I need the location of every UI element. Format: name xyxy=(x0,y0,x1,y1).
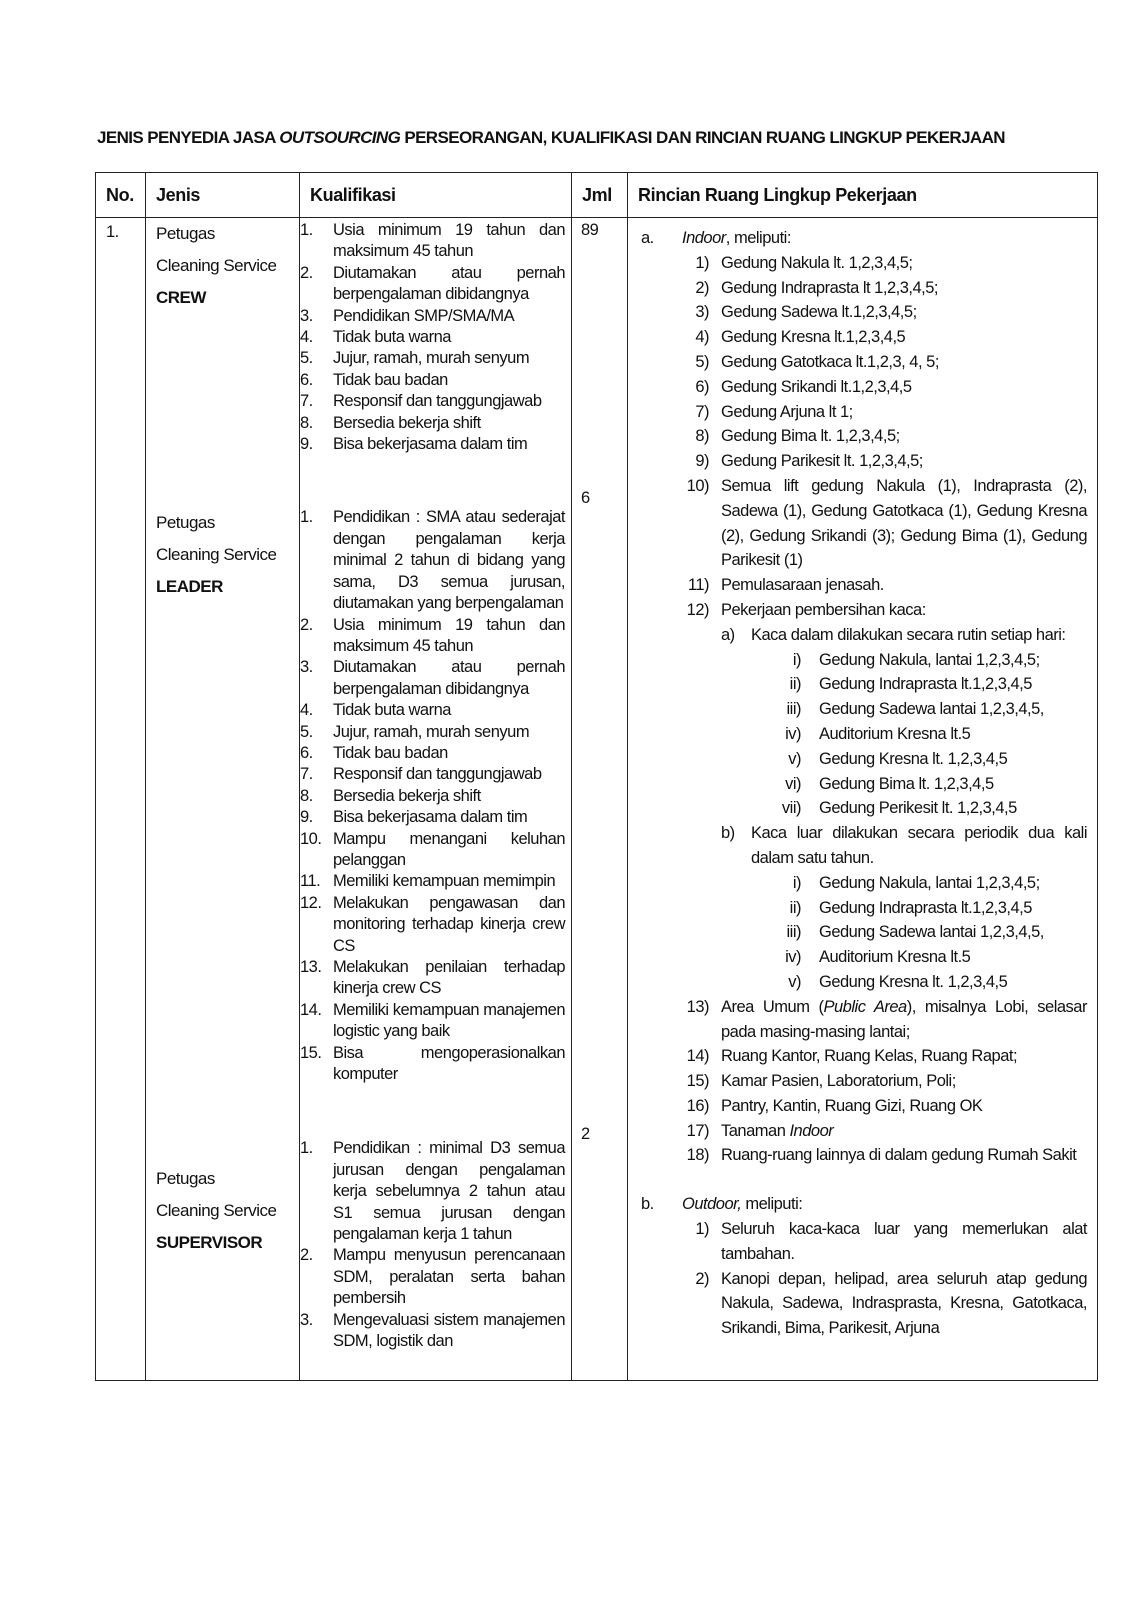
list-item-italic: Indoor xyxy=(789,1121,834,1140)
qualification-text: Mampu menyusun perencanaan SDM, peralatan serta bahan pembersih xyxy=(333,1246,565,1308)
list-item-text: Gedung Arjuna lt 1; xyxy=(721,402,853,421)
jenis-role: CREW xyxy=(156,288,206,307)
list-item xyxy=(641,1217,1087,1267)
section-b-label: meliputi: xyxy=(741,1195,803,1214)
qualification-number: 4. xyxy=(300,328,313,347)
list-item xyxy=(641,424,1087,449)
qualification-text: Bisa bekerjasama dalam tim xyxy=(333,435,528,454)
list-item-text: Gedung Sadewa lt.1,2,3,4,5; xyxy=(721,303,917,322)
roman-item-marker: iii) xyxy=(786,700,801,719)
list-item-text: Kanopi depan, helipad, area seluruh atap gedung Nakula, Sadewa, Indrasprasta, Kresna, Gatotkaca, Srikandi, Bima, Parikesit, Arjuna xyxy=(721,1269,1087,1338)
roman-item-marker: iv) xyxy=(785,724,801,743)
list-item xyxy=(641,1267,1087,1341)
qualification-number: 15. xyxy=(300,1043,322,1062)
list-item-number: 12) xyxy=(686,600,709,619)
qualification-number: 9. xyxy=(300,435,313,454)
jenis-role: SUPERVISOR xyxy=(156,1233,263,1252)
qualification-item xyxy=(300,327,571,348)
roman-item-marker: ii) xyxy=(789,898,801,917)
table-row xyxy=(96,218,1098,1381)
list-item-number: 9) xyxy=(695,452,709,471)
qualification-text: Tidak buta warna xyxy=(333,701,451,720)
roman-item xyxy=(761,796,1087,821)
list-item xyxy=(641,400,1087,425)
qualification-number: 12. xyxy=(300,893,322,912)
section-b-heading xyxy=(641,1192,1087,1217)
qualification-item xyxy=(300,507,571,614)
list-item xyxy=(641,474,1087,573)
roman-item-text: Auditorium Kresna lt.5 xyxy=(819,948,971,967)
roman-item-text: Gedung Kresna lt. 1,2,3,4,5 xyxy=(819,972,1008,991)
qualification-text: Tidak bau badan xyxy=(333,743,448,762)
list-item-text: Seluruh kaca-kaca luar yang memerlukan alat tambahan. xyxy=(721,1220,1087,1263)
qualifications-crew xyxy=(300,218,571,455)
jenis-crew xyxy=(156,218,299,314)
roman-item xyxy=(761,896,1087,921)
list-item-number: 5) xyxy=(695,352,709,371)
qualification-text: Bisa bekerjasama dalam tim xyxy=(333,808,528,827)
title-part-3: PERSEORANGAN, KUALIFIKASI DAN RINCIAN RUANG LINGKUP PEKERJAAN xyxy=(400,128,1005,147)
jenis-line: Cleaning Service xyxy=(156,1201,277,1220)
list-item xyxy=(641,276,1087,301)
jml-cell xyxy=(572,218,628,1381)
list-item-number: 16) xyxy=(686,1096,709,1115)
list-item xyxy=(641,1094,1087,1119)
qualification-text: Melakukan penilaian terhadap kinerja crew CS xyxy=(333,958,565,998)
qualification-number: 1. xyxy=(300,221,313,239)
roman-item-marker: iii) xyxy=(786,923,801,942)
list-item-number: 13) xyxy=(686,997,709,1016)
roman-item-text: Gedung Nakula, lantai 1,2,3,4,5; xyxy=(819,873,1040,892)
roman-item xyxy=(761,871,1087,896)
qualification-text: Jujur, ramah, murah senyum xyxy=(333,722,530,741)
qualification-text: Responsif dan tanggungjawab xyxy=(333,765,542,784)
qualification-item xyxy=(300,957,571,1000)
list-item xyxy=(641,325,1087,350)
roman-item-text: Gedung Sadewa lantai 1,2,3,4,5, xyxy=(819,700,1044,719)
list-item-number: 17) xyxy=(686,1121,709,1140)
qualification-item xyxy=(300,807,571,828)
roman-item-marker: vi) xyxy=(785,774,801,793)
title-part-2-italic: OUTSOURCING xyxy=(279,128,401,147)
qualification-number: 4. xyxy=(300,701,313,720)
list-item xyxy=(641,1044,1087,1069)
list-item-italic: Public Area xyxy=(823,997,907,1016)
jenis-line: Petugas xyxy=(156,1169,215,1188)
section-a-label: , meliputi: xyxy=(725,229,791,247)
list-item xyxy=(641,375,1087,400)
qualification-number: 3. xyxy=(300,306,313,325)
list-item-number: 2) xyxy=(695,1269,709,1288)
list-item-text: Gedung Gatotkaca lt.1,2,3, 4, 5; xyxy=(721,352,939,371)
qualification-number: 7. xyxy=(300,392,313,411)
qualification-number: 5. xyxy=(300,722,313,741)
section-a-items-2 xyxy=(641,1044,1087,1118)
jenis-leader xyxy=(156,314,299,603)
jenis-line: Petugas xyxy=(156,224,215,243)
kualifikasi-cell xyxy=(300,218,572,1381)
list-item-text: Gedung Kresna lt.1,2,3,4,5 xyxy=(721,328,906,347)
qualification-item xyxy=(300,306,571,327)
list-item-text: Semua lift gedung Nakula (1), Indraprasta (2), Sadewa (1), Gedung Gatotkaca (1), Gedung Kresna (2), Gedung Srikandi (3); Gedung Bima (1), Gedung Parikesit (1) xyxy=(721,476,1087,570)
qualification-item xyxy=(300,786,571,807)
list-item-number: 3) xyxy=(695,303,709,322)
qualification-number: 6. xyxy=(300,743,313,762)
roman-item-text: Gedung Bima lt. 1,2,3,4,5 xyxy=(819,774,994,793)
jml-supervisor: 2 xyxy=(581,1124,590,1143)
roman-item-marker: i) xyxy=(792,650,801,669)
list-item-number: 10) xyxy=(686,476,709,495)
list-item-number: 6) xyxy=(695,377,709,396)
list-item-text: Tanaman xyxy=(721,1121,790,1140)
qualification-text: Responsif dan tanggungjawab xyxy=(333,392,542,411)
roman-item-text: Gedung Indraprasta lt.1,2,3,4,5 xyxy=(819,675,1032,694)
list-item xyxy=(641,1143,1087,1168)
list-item xyxy=(641,995,1087,1045)
section-a-marker: a. xyxy=(641,229,654,247)
sub-item-b xyxy=(721,821,1087,871)
sub-item-text: Kaca luar dilakukan secara periodik dua kali dalam satu tahun. xyxy=(751,824,1087,867)
qualification-text: Mengevaluasi sistem manajemen SDM, logistik dan xyxy=(333,1310,565,1351)
list-item-text: Gedung Parikesit lt. 1,2,3,4,5; xyxy=(721,452,923,471)
list-item-number: 1) xyxy=(695,253,709,272)
qualification-number: 9. xyxy=(300,808,313,827)
roman-item xyxy=(761,672,1087,697)
list-item xyxy=(641,573,1087,598)
section-a-italic: Indoor xyxy=(682,229,726,247)
header-jenis: Jenis xyxy=(146,173,300,218)
roman-item-text: Auditorium Kresna lt.5 xyxy=(819,724,971,743)
qualification-text: Diutamakan atau pernah berpengalaman dibidangnya xyxy=(333,263,565,304)
qualification-number: 1. xyxy=(300,508,313,527)
list-item xyxy=(641,1069,1087,1094)
qualification-item xyxy=(300,1310,571,1353)
roman-item xyxy=(761,970,1087,995)
qualification-text: Memiliki kemampuan memimpin xyxy=(333,872,556,891)
qualification-text: Diutamakan atau pernah berpengalaman dibidangnya xyxy=(333,658,565,698)
roman-item xyxy=(761,722,1087,747)
roman-item-marker: ii) xyxy=(789,675,801,694)
rincian-cell xyxy=(628,218,1098,1381)
roman-item-text: Gedung Kresna lt. 1,2,3,4,5 xyxy=(819,749,1008,768)
qualification-text: Memiliki kemampuan manajemen logistic yang baik xyxy=(333,1000,565,1041)
roman-item xyxy=(761,648,1087,673)
list-item xyxy=(641,1119,1087,1144)
qualification-number: 7. xyxy=(300,765,313,784)
qualification-item xyxy=(300,893,571,957)
roman-item-marker: vii) xyxy=(781,799,801,818)
roman-item-marker: v) xyxy=(788,749,801,768)
list-item-text: Gedung Bima lt. 1,2,3,4,5; xyxy=(721,427,900,446)
list-item-text: Area Umum ( xyxy=(721,997,824,1016)
list-item-number: 2) xyxy=(695,278,709,297)
section-a-heading xyxy=(641,226,1087,251)
roman-item-marker: iv) xyxy=(785,948,801,967)
list-item-number: 1) xyxy=(695,1220,709,1239)
list-item xyxy=(641,598,1087,623)
roman-item xyxy=(761,697,1087,722)
roman-list-b xyxy=(641,871,1087,995)
qualification-item xyxy=(300,1043,571,1086)
jml-crew: 89 xyxy=(581,221,599,239)
qualification-number: 8. xyxy=(300,413,313,432)
list-item-number: 4) xyxy=(695,328,709,347)
jenis-role: LEADER xyxy=(156,577,223,596)
qualification-text: Jujur, ramah, murah senyum xyxy=(333,349,530,368)
list-item xyxy=(641,449,1087,474)
qualification-item xyxy=(300,220,571,263)
qualification-number: 13. xyxy=(300,958,322,976)
list-item-text: Gedung Indraprasta lt 1,2,3,4,5; xyxy=(721,278,938,297)
roman-item-marker: i) xyxy=(792,873,801,892)
list-item-text: Pemulasaraan jenasah. xyxy=(721,576,884,595)
qualification-text: Melakukan pengawasan dan monitoring terhadap kinerja crew CS xyxy=(333,893,565,955)
list-item xyxy=(641,300,1087,325)
list-item-number: 8) xyxy=(695,427,709,446)
section-b-italic: Outdoor, xyxy=(682,1195,742,1214)
roman-item xyxy=(761,772,1087,797)
qualification-number: 2. xyxy=(300,615,313,634)
qualification-item xyxy=(300,413,571,434)
list-item-number: 15) xyxy=(686,1072,709,1091)
roman-item-marker: v) xyxy=(788,972,801,991)
qualification-item xyxy=(300,370,571,391)
list-item-number: 11) xyxy=(687,576,709,595)
qualification-text: Bisa mengoperasionalkan komputer xyxy=(333,1043,565,1084)
header-no: No. xyxy=(96,173,146,218)
qualification-text: Usia minimum 19 tahun dan maksimum 45 tahun xyxy=(333,221,565,261)
roman-item-text: Gedung Nakula, lantai 1,2,3,4,5; xyxy=(819,650,1040,669)
document-title xyxy=(97,128,1037,148)
section-a-items-1 xyxy=(641,251,1087,623)
qualification-number: 2. xyxy=(300,1246,313,1265)
qualification-item xyxy=(300,829,571,872)
qualifications-leader xyxy=(300,507,571,1085)
qualification-number: 6. xyxy=(300,370,313,389)
section-b-items xyxy=(641,1217,1087,1341)
list-item xyxy=(641,251,1087,276)
qualification-text: Pendidikan SMP/SMA/MA xyxy=(333,306,515,325)
header-jml: Jml xyxy=(572,173,628,218)
qualification-item xyxy=(300,1000,571,1043)
qualification-item xyxy=(300,743,571,764)
qualifications-supervisor xyxy=(300,1138,571,1352)
roman-item xyxy=(761,945,1087,970)
qualification-number: 11. xyxy=(300,872,321,891)
list-item-text: ), misalnya Lobi, selasar pada masing-masing lantai; xyxy=(721,997,1087,1041)
qualification-item xyxy=(300,764,571,785)
sub-item-text: Kaca dalam dilakukan secara rutin setiap hari: xyxy=(751,625,1066,644)
list-item-number: 18) xyxy=(686,1146,709,1165)
qualification-text: Mampu menangani keluhan pelanggan xyxy=(333,829,565,869)
list-item-text: Gedung Nakula lt. 1,2,3,4,5; xyxy=(721,253,913,272)
qualification-item xyxy=(300,263,571,306)
qualification-item xyxy=(300,1245,571,1309)
list-item-text: Ruang-ruang lainnya di dalam gedung Rumah Sakit xyxy=(721,1146,1077,1165)
jenis-line: Petugas xyxy=(156,513,215,532)
qualification-number: 3. xyxy=(300,1310,313,1329)
qualification-number: 5. xyxy=(300,349,313,368)
sub-item-marker: a) xyxy=(721,625,735,644)
qualification-text: Pendidikan : minimal D3 semua jurusan dengan pengalaman kerja sebelumnya 2 tahun atau S1 semua jurusan dengan pengalaman kerja 1 tahun xyxy=(333,1139,565,1244)
list-item-number: 14) xyxy=(686,1047,709,1066)
row-number: 1. xyxy=(96,218,146,1381)
list-item-text: Kamar Pasien, Laboratorium, Poli; xyxy=(721,1072,956,1091)
title-part-1: JENIS PENYEDIA JASA xyxy=(97,128,280,147)
roman-item xyxy=(761,920,1087,945)
roman-item-text: Gedung Indraprasta lt.1,2,3,4,5 xyxy=(819,898,1032,917)
qualification-item xyxy=(300,348,571,369)
qualification-item xyxy=(300,700,571,721)
qualification-item xyxy=(300,615,571,658)
qualification-item xyxy=(300,434,571,455)
section-b-marker: b. xyxy=(641,1195,654,1214)
qualification-text: Bersedia bekerja shift xyxy=(333,786,481,805)
list-item-number: 7) xyxy=(695,402,709,421)
qualification-text: Tidak buta warna xyxy=(333,328,451,347)
qualification-item xyxy=(300,722,571,743)
qualification-item xyxy=(300,657,571,700)
qualification-number: 8. xyxy=(300,786,313,805)
list-item-text: Ruang Kantor, Ruang Kelas, Ruang Rapat; xyxy=(721,1047,1018,1066)
qualification-text: Pendidikan : SMA atau sederajat dengan pengalaman kerja minimal 2 tahun di bidang yang sama, D3 semua jurusan, diutamakan yang berpengalaman xyxy=(333,508,565,613)
qualification-number: 1. xyxy=(300,1139,313,1158)
header-kualifikasi: Kualifikasi xyxy=(300,173,572,218)
list-item-text: Pekerjaan pembersihan kaca: xyxy=(721,600,926,619)
roman-item-text: Gedung Perikesit lt. 1,2,3,4,5 xyxy=(819,799,1017,818)
jenis-cell xyxy=(146,218,300,1381)
qualification-text: Tidak bau badan xyxy=(333,370,448,389)
jenis-line: Cleaning Service xyxy=(156,545,277,564)
jenis-line: Cleaning Service xyxy=(156,256,277,275)
qualification-text: Bersedia bekerja shift xyxy=(333,413,481,432)
list-item-text: Pantry, Kantin, Ruang Gizi, Ruang OK xyxy=(721,1096,983,1115)
header-rincian: Rincian Ruang Lingkup Pekerjaan xyxy=(628,173,1098,218)
sub-item-a xyxy=(721,623,1087,648)
qualification-item xyxy=(300,871,571,892)
sub-item-marker: b) xyxy=(721,824,735,843)
list-item-text: Gedung Srikandi lt.1,2,3,4,5 xyxy=(721,377,912,396)
roman-list-a xyxy=(641,648,1087,822)
qualification-number: 10. xyxy=(300,829,322,848)
qualification-number: 14. xyxy=(300,1000,322,1019)
qualification-item xyxy=(300,1138,571,1245)
jml-leader: 6 xyxy=(581,489,590,508)
qualification-text: Usia minimum 19 tahun dan maksimum 45 tahun xyxy=(333,615,565,655)
roman-item xyxy=(761,747,1087,772)
list-item xyxy=(641,350,1087,375)
qualification-item xyxy=(300,391,571,412)
qualification-number: 2. xyxy=(300,263,313,282)
job-scope-table xyxy=(95,172,1098,1381)
qualification-number: 3. xyxy=(300,658,313,677)
roman-item-text: Gedung Sadewa lantai 1,2,3,4,5, xyxy=(819,923,1044,942)
header-row xyxy=(96,173,1098,218)
jenis-supervisor xyxy=(156,603,299,1259)
